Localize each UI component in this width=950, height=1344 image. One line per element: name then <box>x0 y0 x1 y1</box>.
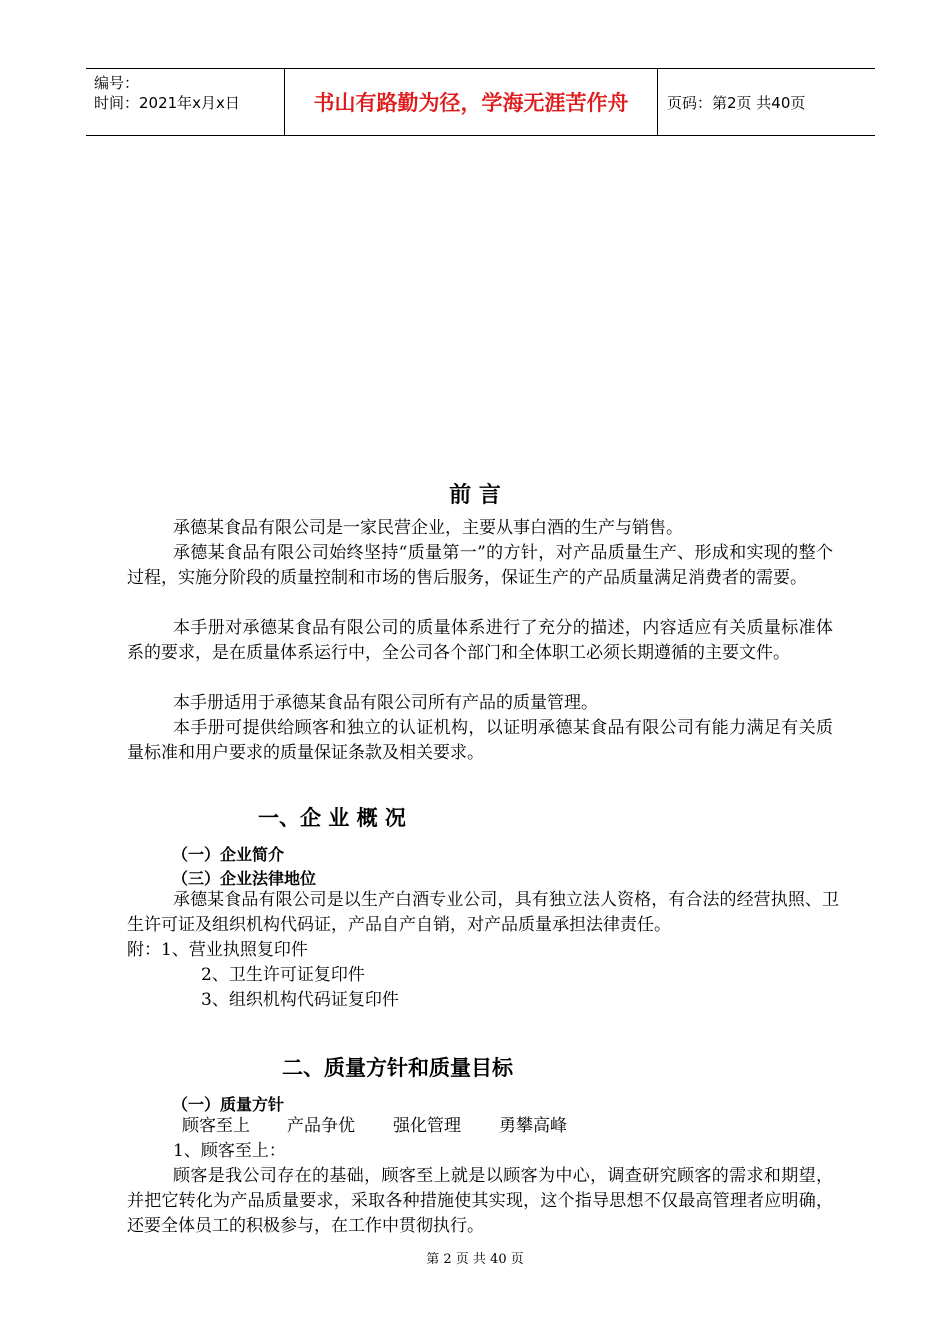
slogan-2: 产品争优 <box>287 1116 355 1136</box>
preface-paragraph-3: 本手册对承德某食品有限公司的质量体系进行了充分的描述，内容适应有关质量标准体系的要求，是在质量体系运行中，全公司各个部门和全体职工必须长期遵循的主要文件。 <box>127 618 833 663</box>
header-motto: 书山有路勤为径，学海无涯苦作舟 <box>285 69 658 135</box>
preface-paragraph-4: 本手册适用于承德某食品有限公司所有产品的质量管理。 <box>173 693 598 713</box>
preface-paragraph-2: 承德某食品有限公司始终坚持“质量第一”的方针，对产品质量生产、形成和实现的整个过程，实施分阶段的质量控制和市场的售后服务，保证生产的产品质量满足消费者的需要。 <box>127 543 833 588</box>
section1-paragraph: 承德某食品有限公司是以生产白酒专业公司，具有独立法人资格，有合法的经营执照、卫生许可证及组织机构代码证，产品自产自销，对产品质量承担法律责任。 <box>127 890 839 935</box>
slogan-4: 勇攀高峰 <box>499 1116 567 1136</box>
preface-title: 前 言 <box>449 482 501 508</box>
slogan-3: 强化管理 <box>393 1116 461 1136</box>
header-page-info: 页码：第2页 共40页 <box>667 93 806 112</box>
page-header <box>86 68 875 136</box>
section2-subheading-1: （一）质量方针 <box>172 1095 285 1114</box>
page-footer: 第 2 页 共 40 页 <box>426 1252 524 1267</box>
preface-paragraph-5: 本手册可提供给顾客和独立的认证机构，以证明承德某食品有限公司有能力满足有关质量标准和用户要求的质量保证条款及相关要求。 <box>127 718 833 763</box>
header-meta <box>86 69 285 135</box>
attachment-3: 3、组织机构代码证复印件 <box>201 990 399 1010</box>
item-1-heading: 1、顾客至上： <box>173 1141 286 1161</box>
slogan-1: 顾客至上 <box>182 1116 250 1136</box>
section1-subheading-1: （一）企业简介 <box>172 845 285 864</box>
attachment-1: 附：1、营业执照复印件 <box>127 940 308 960</box>
preface-paragraph-1: 承德某食品有限公司是一家民营企业，主要从事白酒的生产与销售。 <box>173 518 683 538</box>
attachment-2: 2、卫生许可证复印件 <box>201 965 365 985</box>
number-label: 编号： <box>94 74 140 92</box>
section1-subheading-3: （三）企业法律地位 <box>172 869 317 888</box>
section2-paragraph: 顾客是我公司存在的基础，顾客至上就是以顾客为中心，调查研究顾客的需求和期望，并把它转化为产品质量要求，采取各种措施使其实现，这个指导思想不仅最高管理者应明确，还要全体员工的积极参与，在工作中贯彻执行。 <box>127 1166 833 1236</box>
section2-heading: 二、质量方针和质量目标 <box>282 1056 513 1080</box>
section1-heading: 一、企 业 概 况 <box>258 806 406 830</box>
time-label: 时间：2021年x月x日 <box>94 94 240 112</box>
